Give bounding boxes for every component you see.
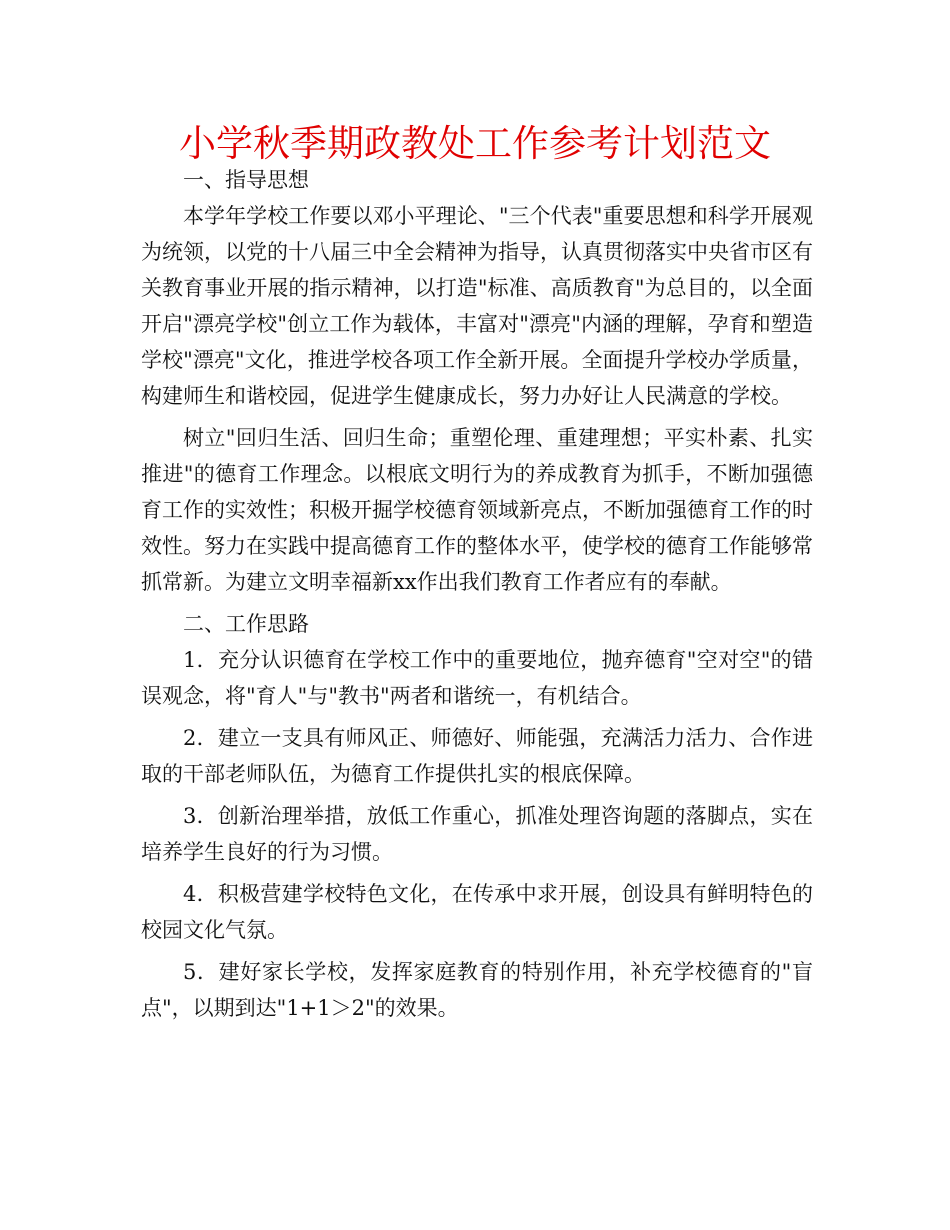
- paragraph-moral-education-concept: 树立"回归生活、回归生命；重塑伦理、重建理想；平实朴素、扎实推进"的德育工作理念。以根底文明行为的养成教育为抓手，不断加强德育工作的实效性；积极开掘学校德育领域新亮点，不断加强德育工作的时效性。努力在实践中提高德育工作的整体水平，使学校的德育工作能够常抓常新。为建立文明幸福新xx作出我们教育工作者应有的奉献。: [141, 426, 813, 594]
- list-item-5: 5．建好家长学校，发挥家庭教育的特别作用，补充学校德育的"盲点"，以期到达"1+1＞2"的效果。: [141, 960, 813, 1020]
- list-item-2: 2．建立一支具有师风正、师德好、师能强，充满活力活力、合作进取的干部老师队伍，为德育工作提供扎实的根底保障。: [141, 726, 813, 786]
- list-item-4: 4．积极营建学校特色文化，在传承中求开展，创设具有鲜明特色的校园文化气氛。: [141, 882, 813, 942]
- paragraph-guiding-thought: 本学年学校工作要以邓小平理论、"三个代表"重要思想和科学开展观为统领，以党的十八届三中全会精神为指导，认真贯彻落实中央省市区有关教育事业开展的指示精神，以打造"标准、高质教育"为总目的，以全面开启"漂亮学校"创立工作为载体，丰富对"漂亮"内涵的理解，孕育和塑造学校"漂亮"文化，推进学校各项工作全新开展。全面提升学校办学质量，构建师生和谐校园，促进学生健康成长，努力办好让人民满意的学校。: [141, 204, 813, 408]
- section-heading-work-approach: 二、工作思路: [183, 612, 309, 636]
- section-heading-guiding-thought: 一、指导思想: [183, 168, 309, 192]
- list-item-3: 3．创新治理举措，放低工作重心，抓准处理咨询题的落脚点，实在培养学生良好的行为习惯。: [141, 804, 813, 864]
- document-title: 小学秋季期政教处工作参考计划范文: [179, 122, 771, 165]
- document-body: [141, 162, 813, 1032]
- list-item-1: 1．充分认识德育在学校工作中的重要地位，抛弃德育"空对空"的错误观念，将"育人"与"教书"两者和谐统一，有机结合。: [141, 648, 813, 708]
